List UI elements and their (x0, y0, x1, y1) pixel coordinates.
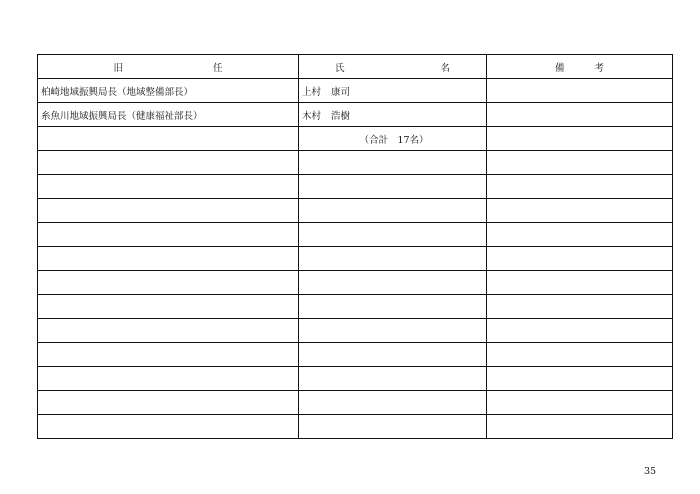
header-name-char-2: 名 (440, 62, 451, 74)
empty-cell (487, 367, 673, 391)
empty-cell (487, 295, 673, 319)
empty-cell (487, 247, 673, 271)
empty-row (38, 175, 673, 199)
empty-cell (487, 199, 673, 223)
header-name (299, 55, 487, 79)
surname: 木村 (302, 110, 322, 122)
empty-cell (299, 199, 487, 223)
empty-row (38, 319, 673, 343)
empty-cell (38, 295, 299, 319)
empty-row (38, 151, 673, 175)
old-post-cell: 糸魚川地域振興局長（健康福祉部長） (38, 103, 299, 127)
empty-cell (38, 367, 299, 391)
empty-cell (487, 319, 673, 343)
empty-cell (38, 271, 299, 295)
empty-cell (487, 223, 673, 247)
empty-row (38, 223, 673, 247)
given-name: 康司 (331, 86, 351, 98)
empty-cell (38, 175, 299, 199)
empty-cell (299, 319, 487, 343)
empty-cell (487, 175, 673, 199)
remarks-cell (487, 103, 673, 127)
header-remarks-char-2: 考 (594, 62, 605, 74)
empty-cell (38, 127, 299, 151)
header-old-post (38, 55, 299, 79)
empty-cell (299, 391, 487, 415)
header-remarks (487, 55, 673, 79)
empty-cell (487, 343, 673, 367)
empty-row (38, 295, 673, 319)
empty-cell (487, 271, 673, 295)
header-old-post-char-1: 旧 (113, 62, 123, 74)
empty-cell (38, 319, 299, 343)
table-header-row (38, 55, 673, 79)
empty-cell (38, 247, 299, 271)
empty-cell (38, 415, 299, 439)
empty-cell (38, 151, 299, 175)
empty-cell (487, 391, 673, 415)
empty-cell (38, 223, 299, 247)
empty-cell (487, 151, 673, 175)
total-cell: （合計 17名） (299, 127, 487, 151)
page-number: 35 (644, 466, 657, 477)
header-name-char-1: 氏 (334, 62, 345, 74)
table-row (38, 127, 673, 151)
empty-row (38, 247, 673, 271)
header-old-post-char-2: 任 (213, 62, 223, 74)
empty-cell (38, 343, 299, 367)
empty-row (38, 391, 673, 415)
table-row (38, 103, 673, 127)
name-cell (299, 79, 487, 103)
empty-cell (299, 247, 487, 271)
empty-cell (487, 415, 673, 439)
empty-cell (487, 127, 673, 151)
empty-row (38, 199, 673, 223)
empty-cell (38, 199, 299, 223)
empty-cell (299, 175, 487, 199)
empty-cell (299, 271, 487, 295)
surname: 上村 (302, 86, 322, 98)
empty-cell (299, 151, 487, 175)
empty-row (38, 271, 673, 295)
empty-row (38, 367, 673, 391)
empty-cell (299, 223, 487, 247)
old-post-cell: 柏崎地域振興局長（地域整備部長） (38, 79, 299, 103)
empty-row (38, 343, 673, 367)
empty-row (38, 415, 673, 439)
name-cell (299, 103, 487, 127)
empty-cell (38, 391, 299, 415)
given-name: 浩樹 (331, 110, 351, 122)
personnel-table (37, 54, 673, 439)
header-remarks-char-1: 備 (554, 62, 565, 74)
empty-cell (299, 295, 487, 319)
empty-cell (299, 415, 487, 439)
empty-cell (299, 343, 487, 367)
table-row (38, 79, 673, 103)
empty-cell (299, 367, 487, 391)
remarks-cell (487, 79, 673, 103)
